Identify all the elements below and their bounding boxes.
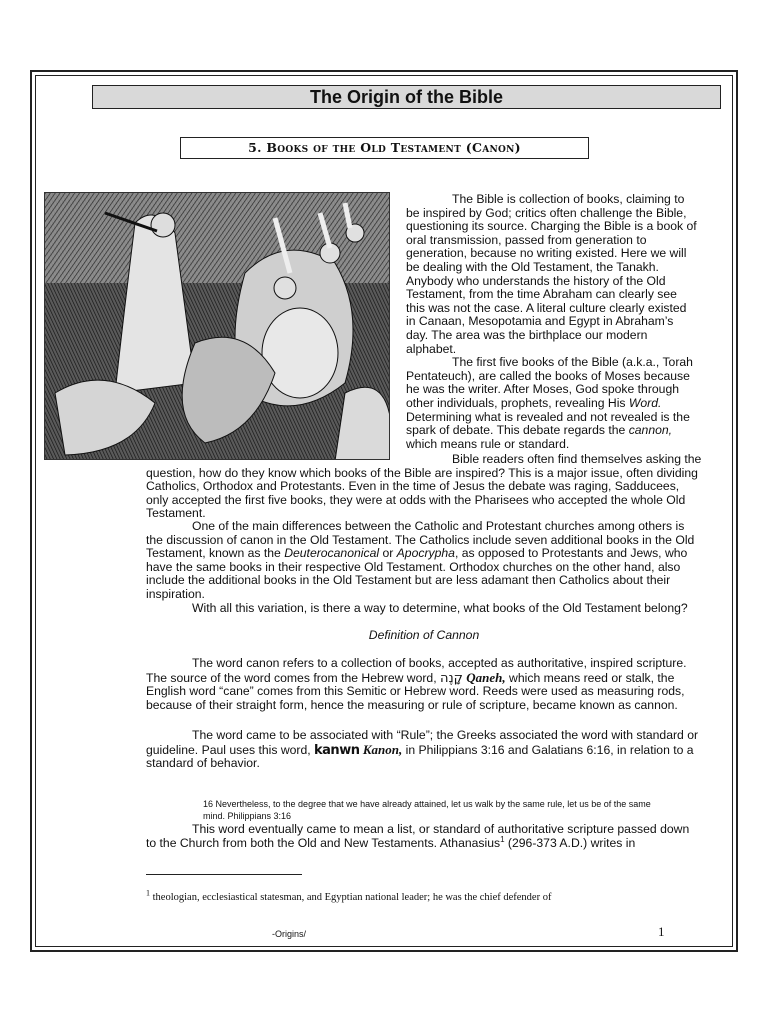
qaneh-word: Qaneh, bbox=[466, 669, 506, 685]
footer-label: -Origins/ bbox=[272, 929, 307, 939]
greek-word: kanwn bbox=[314, 742, 360, 758]
intro-paragraph: The Bible is collection of books, claiming to be inspired by God; critics often challenge the Bible, questioning its source. Charging the Bible is a book of oral transmission, passed from generation to generation, because no writing existed. Here we will be dealing with the Old Testament, the Tanakh. Anybody who understands the history of the Old Testament, from the time Abraham can clearly see this was not the case. A literal culture clearly existed in Canaan, Mesopotamia and Egypt in Abraham’s day. The area was the birthplace our modern alphabet. The first five books of the Bible (a.k.a., Torah Pentateuch), are called the books of Moses because he was the writer. After Moses, God spoke through other individuals, prophets, revealing His Word. Determining what is revealed and not revealed is the spark of debate. This debate regards the cannon, which means rule or standard. bbox=[406, 192, 697, 451]
kanon-word: Kanon, bbox=[362, 741, 403, 757]
paragraph-athanasius: This word eventually came to mean a list, or standard of authoritative scripture passed down to the Church from both the Old and New Testaments. Athanasius$^1$ (296-373 A.D.) writes in bbox=[146, 822, 690, 850]
paragraph-catholic-protestant: One of the main differences between the Catholic and Protestant churches among others is the discussion of canon in the Old Testament. The Catholics include seven additional books in the Old Testament, known as the Deuterocanonical or Apocrypha, as opposed to Protestants and Jews, who have the same books in their respective Old Testament. Orthodox churches on the other hand, also include the additional books in the Old Testament but are less adamant then Catholics about their inspiration. bbox=[146, 519, 695, 601]
footnote: $^1$ theologian, ecclesiastical statesman, and Egyptian national leader; he was the chief defender of bbox=[146, 888, 552, 903]
paragraph-inspired-books: Bible readers often find themselves asking the question, how do they know which books of the Bible are inspired? This is a major issue, often dividing Catholics, Orthodox and Protestants. Even in the time of Jesus the debate was raging, Sadducees, only accepted the first five books, they were at odds with the Pharisees who accepted the whole Old Testament. bbox=[146, 452, 702, 521]
hebrew-word: קָנֶה bbox=[439, 670, 463, 686]
section-title: 5. Books of the Old Testament (Canon) bbox=[180, 137, 589, 159]
scripture-quote: 16 Nevertheless, to the degree that we have already attained, let us walk by the same rule, let us be of the same mind. Philippians 3:16 bbox=[203, 799, 651, 821]
paragraph-canon-definition: The word canon refers to a collection of books, accepted as authoritative, inspired scripture. The source of the word comes from the Hebrew word, קָנֶה Qaneh, which means reed or stalk, the English word “cane” comes from this Semitic or Hebrew word. Reeds were used as measuring rods, because of their straight form, hence the measuring or rule of scripture, became known as cannon. bbox=[146, 656, 687, 712]
footnote-divider bbox=[146, 874, 302, 875]
footnote-reference[interactable]: 1 bbox=[500, 834, 505, 844]
definition-heading: Definition of Cannon bbox=[368, 628, 480, 642]
paragraph-variation-question: With all this variation, is there a way to determine, what books of the Old Testament belong? bbox=[192, 601, 688, 615]
paragraph-rule: The word came to be associated with “Rule”; the Greeks associated the word with standard or guideline. Paul uses this word, kanwn Kanon, in Philippians 3:16 and Galatians 6:16, in relation to a standard of behavior. bbox=[146, 728, 699, 771]
page-number: 1 bbox=[658, 924, 665, 939]
page-title: The Origin of the Bible bbox=[92, 85, 721, 109]
moses-engraving-image bbox=[44, 192, 390, 460]
